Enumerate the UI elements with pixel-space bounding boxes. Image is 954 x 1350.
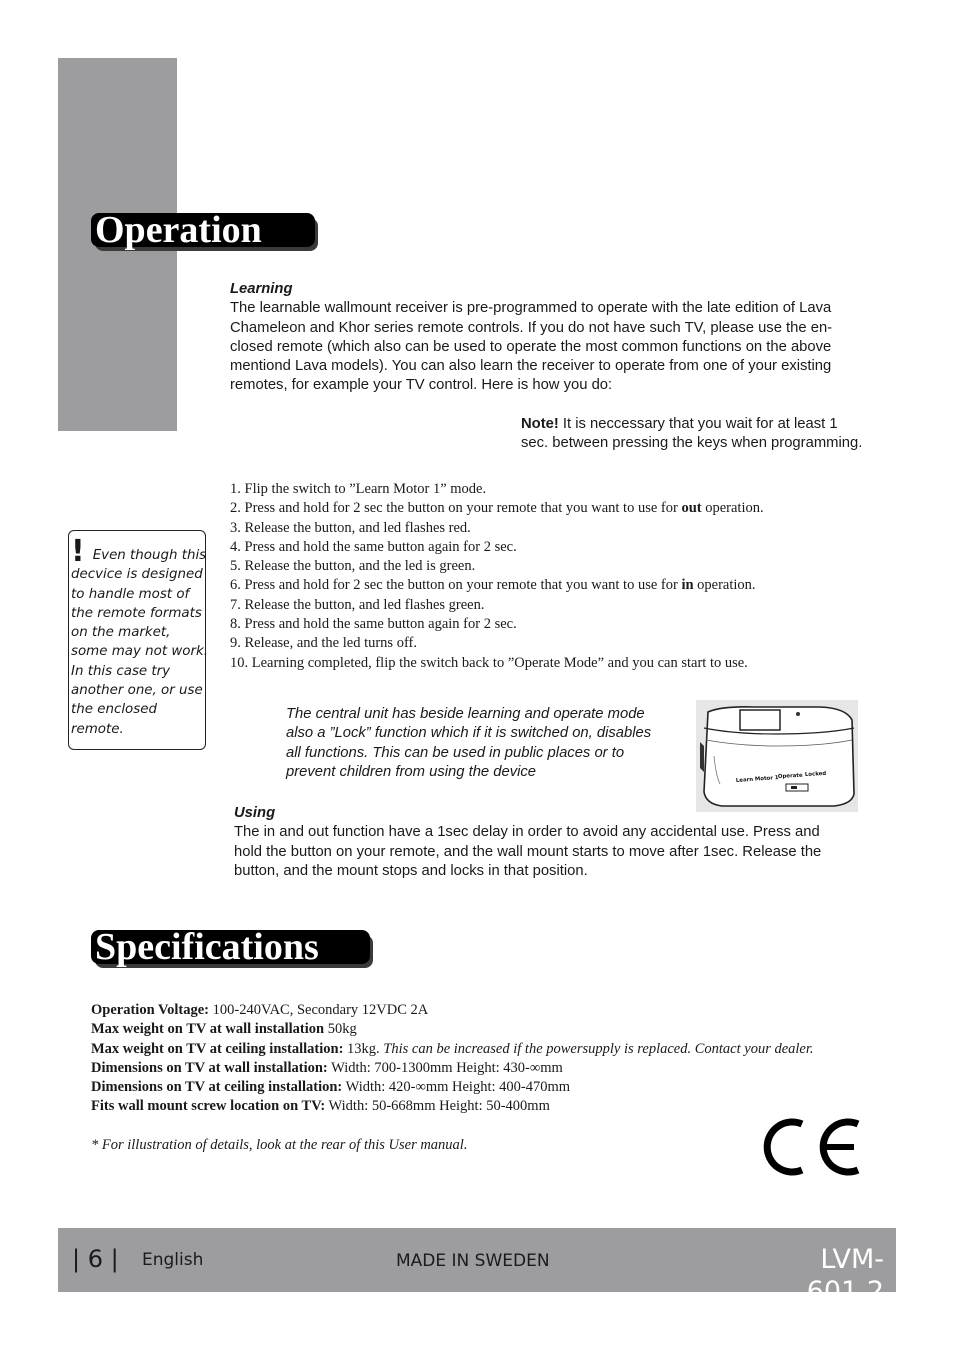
using-section	[234, 804, 894, 881]
ce-mark-icon	[756, 1116, 864, 1178]
lock-paragraph	[286, 705, 691, 782]
step-item: 8. Press and hold the same button again for 2 sec.	[230, 616, 517, 633]
step-item: 10. Learning completed, flip the switch back to ”Operate Mode” and you can start to use.	[230, 654, 748, 671]
made-in-label: MADE IN SWEDEN	[396, 1251, 550, 1271]
operate-label: Operate	[777, 772, 803, 780]
using-heading: Using	[234, 805, 276, 821]
language-label: English	[142, 1250, 204, 1270]
learning-line: The learnable wallmount receiver is pre-programmed to operate with the late edition of Lava	[230, 300, 832, 317]
step-item: 6. Press and hold for 2 sec the button on your remote that you want to use for in operation.	[230, 577, 756, 594]
footer-bar	[58, 1228, 896, 1307]
exclamation-icon: !	[71, 534, 85, 569]
lock-line: prevent children from using the device	[286, 763, 537, 780]
step-item: 3. Release the button, and led flashes red.	[230, 519, 471, 536]
spec-row: Dimensions on TV at ceiling installation: Width: 420-∞mm Height: 400-470mm	[91, 1079, 571, 1096]
locked-label: Locked	[804, 770, 827, 778]
learning-line: closed remote (which also can be used to operate the most common functions on the above	[230, 338, 832, 355]
page-number: | 6 |	[72, 1245, 119, 1273]
note-label: Note!	[521, 416, 559, 432]
side-note	[71, 534, 209, 739]
note-text: sec. between pressing the keys when programming.	[521, 435, 863, 452]
spec-row: Fits wall mount screw location on TV: Width: 50-668mm Height: 50-400mm	[91, 1098, 550, 1115]
operation-heading: Operation	[91, 213, 315, 247]
spec-row: Operation Voltage: 100-240VAC, Secondary 12VDC 2A	[91, 1002, 429, 1018]
step-item: 2. Press and hold for 2 sec the button on your remote that you want to use for out operation.	[230, 500, 764, 517]
model-label: LVM-601.2	[806, 1244, 884, 1307]
using-line: hold the button on your remote, and the wall mount starts to move after 1sec. Release the	[234, 843, 822, 860]
learning-line: mentiond Lava models). You can also learn the receiver to operate from one of your existing	[230, 358, 832, 375]
step-item: 9. Release, and the led turns off.	[230, 635, 417, 652]
side-note-text: Even though this decvice is designed to handle most of the remote formats on the market, some may not work. In this case try another one, or use the enclosed remote.	[71, 548, 208, 737]
specifications-heading: Specifications	[91, 930, 370, 964]
step-item: 7. Release the button, and led flashes green.	[230, 596, 485, 613]
spec-row: Max weight on TV at wall installation 50kg	[91, 1021, 357, 1038]
learn-label: Learn Motor 1	[735, 775, 779, 784]
note-text: It is neccessary that you wait for at least 1	[558, 416, 838, 432]
using-line: button, and the mount stops and locks in that position.	[234, 862, 588, 879]
learning-line: Chameleon and Khor series remote controls. If you do not have such TV, please use the en-	[230, 319, 833, 336]
using-line: The in and out function have a 1sec delay in order to avoid any accidental use. Press and	[234, 824, 820, 841]
spec-row: Max weight on TV at ceiling installation: 13kg. This can be increased if the powersupply is replaced. Contact your dealer.	[91, 1040, 814, 1057]
learning-heading: Learning	[230, 281, 293, 297]
lock-line: also a ”Lock” function which if it is switched on, disables	[286, 725, 652, 742]
learning-section	[230, 280, 900, 396]
spec-row: Dimensions on TV at wall installation: Width: 700-1300mm Height: 430-∞mm	[91, 1059, 563, 1076]
lock-line: all functions. This can be used in public places or to	[286, 744, 625, 761]
step-item: 1. Flip the switch to ”Learn Motor 1” mode.	[230, 481, 487, 497]
learning-line: remotes, for example your TV control. Here is how you do:	[230, 377, 613, 394]
programming-note	[521, 415, 901, 454]
step-item: 5. Release the button, and the led is green.	[230, 558, 476, 575]
step-item: 4. Press and hold the same button again for 2 sec.	[230, 538, 517, 555]
footnote: * For illustration of details, look at the rear of this User manual.	[91, 1136, 468, 1153]
receiver-unit-illustration	[694, 698, 860, 814]
steps-list	[230, 480, 764, 673]
lock-line: The central unit has beside learning and operate mode	[286, 706, 645, 722]
